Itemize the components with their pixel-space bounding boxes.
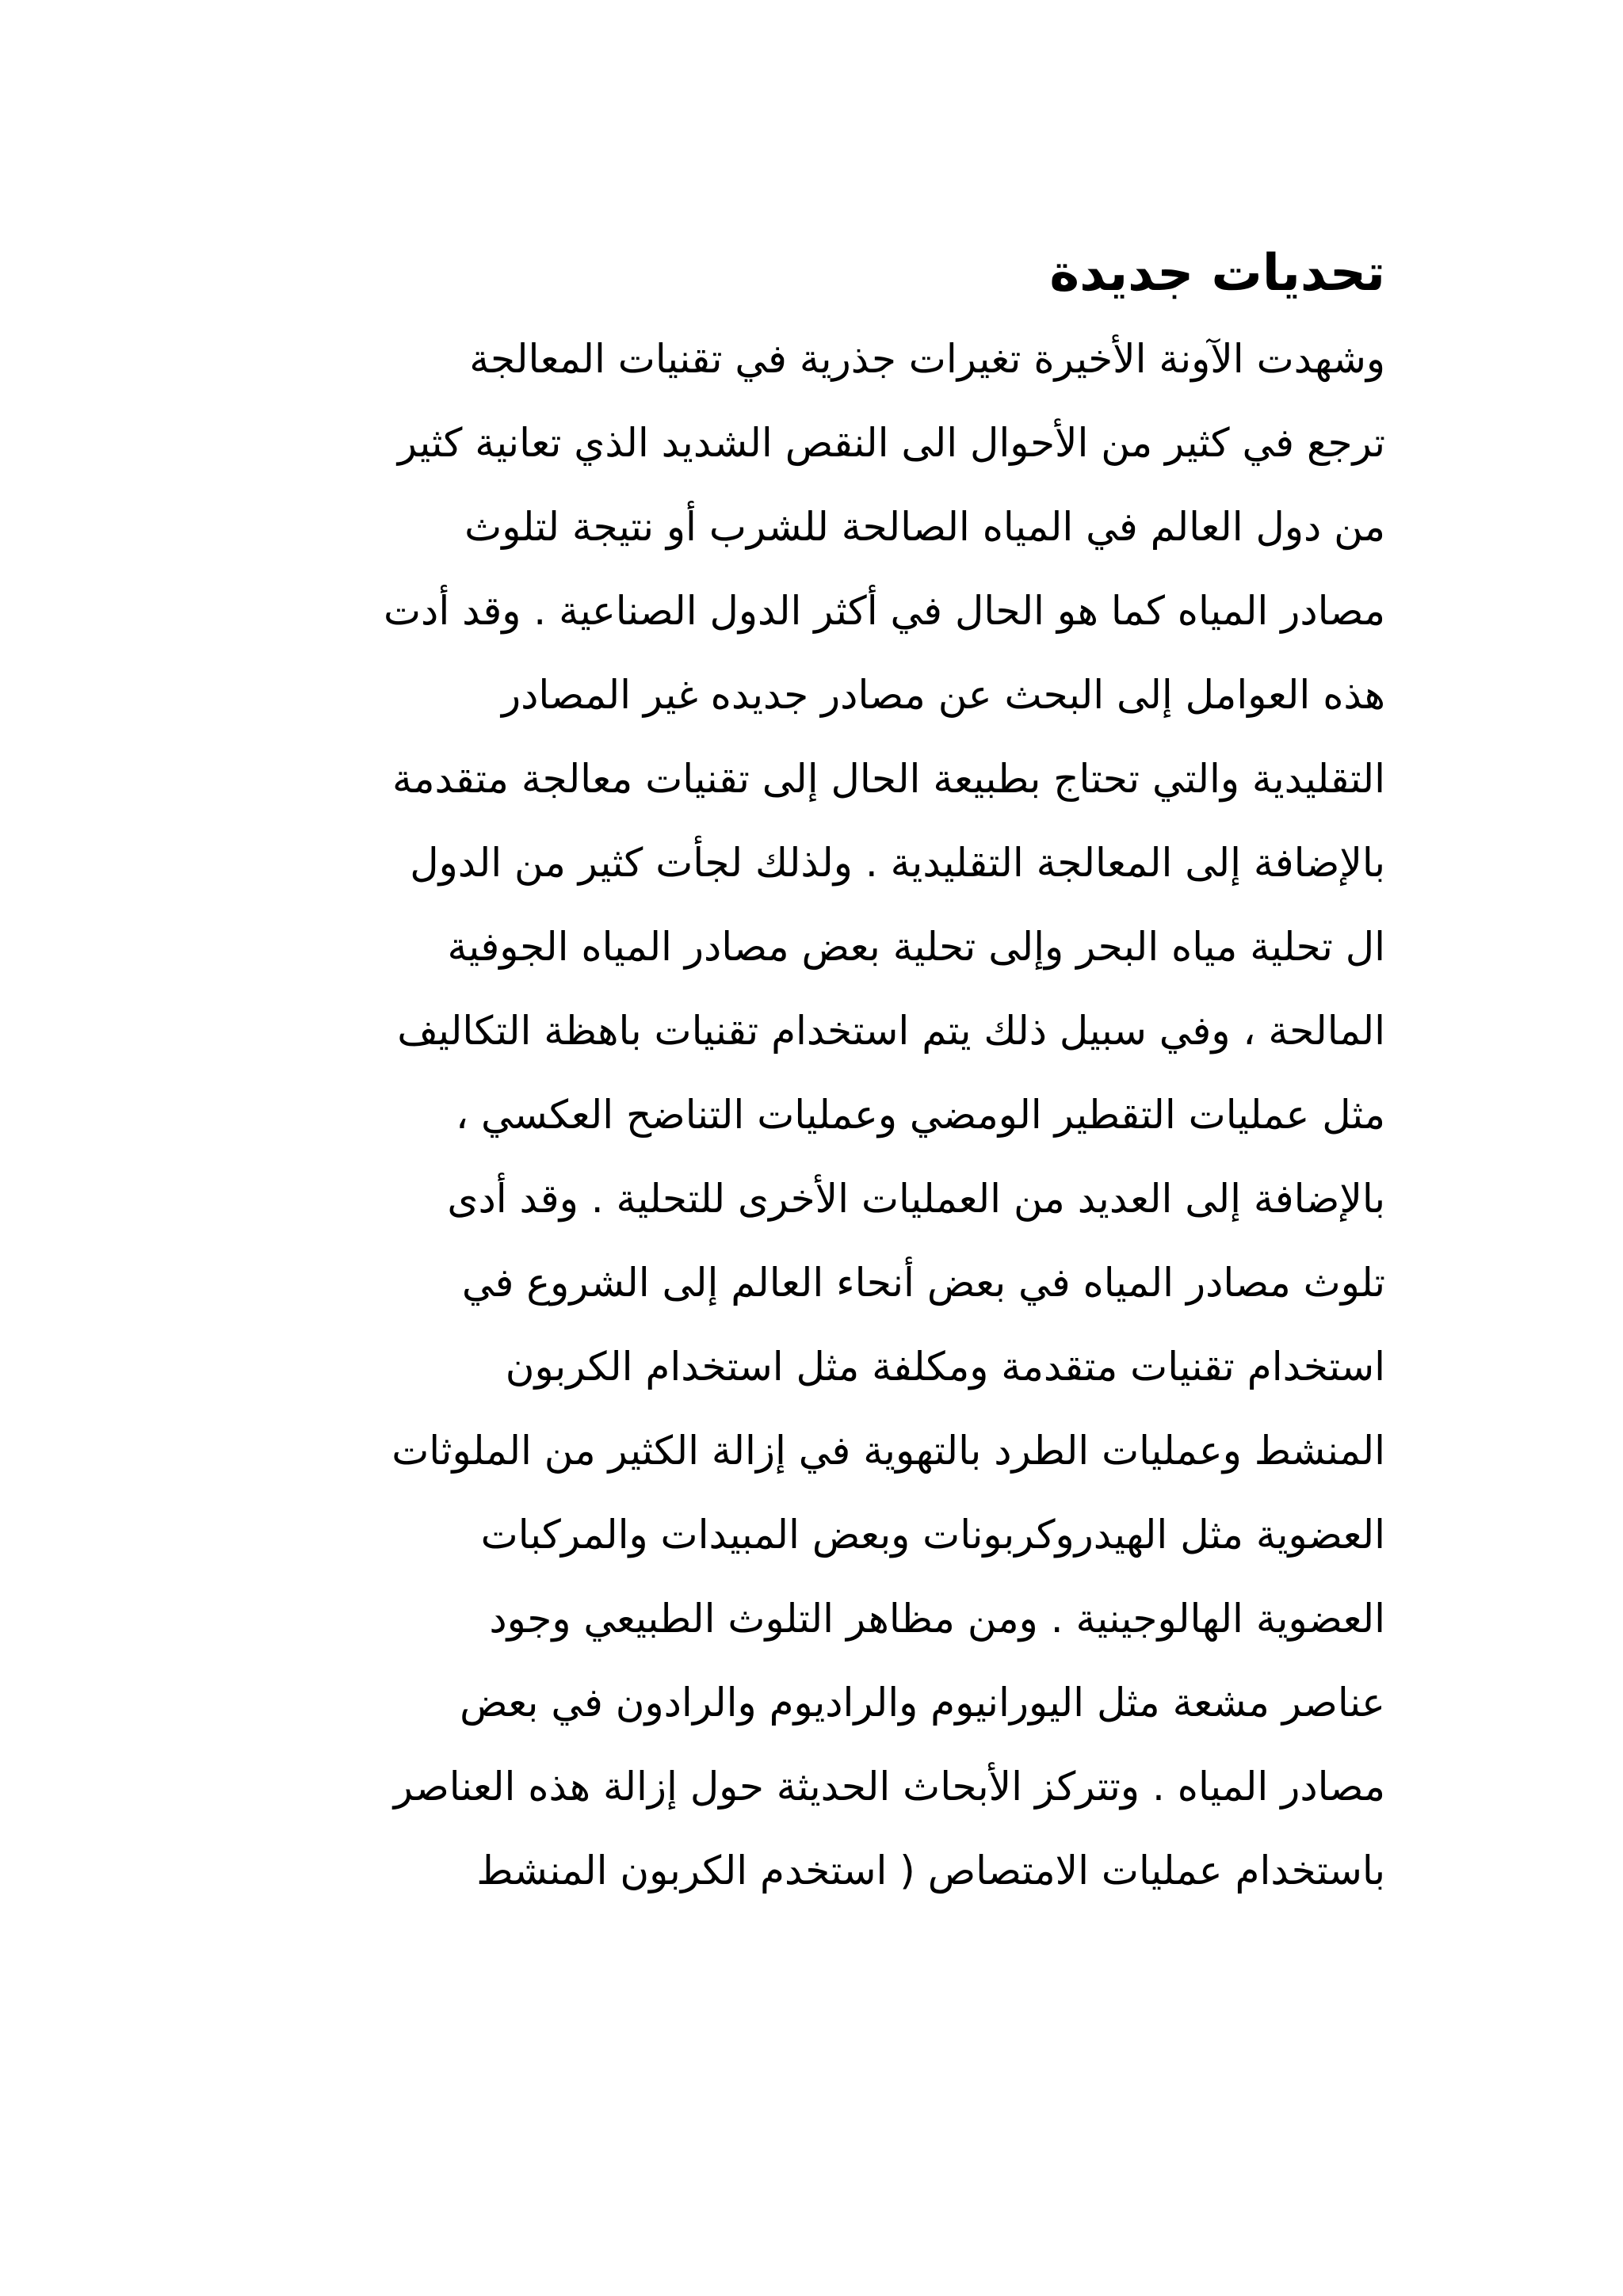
document-title: تحديات جديدة [1049, 244, 1385, 303]
document-body [244, 230, 1385, 1913]
text-line: ترجع في كثير من الأحوال الى النقص الشديد الذي تعانية كثير [397, 420, 1385, 466]
text-line: وشهدت الآونة الأخيرة تغيرات جذرية في تقنيات المعالجة [469, 336, 1385, 382]
text-line: تلوث مصادر المياه في بعض أنحاء العالم إلى الشروع في [461, 1260, 1385, 1306]
text-line: التقليدية والتي تحتاج بطبيعة الحال إلى تقنيات معالجة متقدمة [391, 756, 1385, 802]
text-line: بالإضافة إلى المعالجة التقليدية . ولذلك لجأت كثير من الدول [410, 840, 1385, 886]
text-line: باستخدام عمليات الامتصاص ( استخدم الكربون المنشط [476, 1848, 1385, 1894]
text-line: المنشط وعمليات الطرد بالتهوية في إزالة الكثير من الملوثات [391, 1428, 1385, 1474]
text-line: استخدام تقنيات متقدمة ومكلفة مثل استخدام الكربون [505, 1344, 1385, 1390]
paragraph [244, 317, 1385, 1913]
text-line: مصادر المياه كما هو الحال في أكثر الدول الصناعية . وقد أدت [383, 588, 1385, 634]
text-line: هذه العوامل إلى البحث عن مصادر جديده غير المصادر [501, 672, 1385, 718]
text-line: العضوية الهالوجينية . ومن مظاهر التلوث الطبيعي وجود [489, 1596, 1385, 1642]
text-line: بالإضافة إلى العديد من العمليات الأخرى للتحلية . وقد أدى [447, 1176, 1385, 1222]
text-line: مثل عمليات التقطير الومضي وعمليات التناضح العكسي ، [455, 1092, 1385, 1138]
text-line: المالحة ، وفي سبيل ذلك يتم استخدام تقنيات باهظة التكاليف [397, 1008, 1385, 1054]
text-line: من دول العالم في المياه الصالحة للشرب أو نتيجة لتلوث [464, 504, 1385, 550]
text-line: عناصر مشعة مثل اليورانيوم والراديوم والرادون في بعض [460, 1680, 1385, 1726]
text-line: ال تحلية مياه البحر وإلى تحلية بعض مصادر المياه الجوفية [447, 924, 1385, 970]
text-line: العضوية مثل الهيدروكربونات وبعض المبيدات والمركبات [480, 1512, 1385, 1558]
text-line: مصادر المياه . وتتركز الأبحاث الحديثة حول إزالة هذه العناصر [393, 1764, 1385, 1810]
